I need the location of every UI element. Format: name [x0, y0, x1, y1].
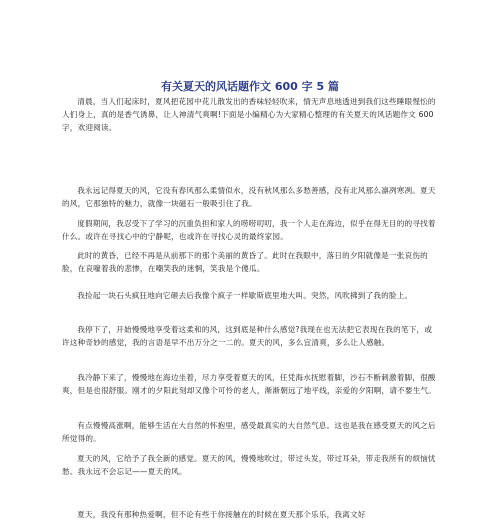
body-paragraph: 我永远记得夏天的风，它没有春风那么柔情似水，没有秋风那么多愁善感，没有北风那么凛冽寒冽。夏天的风，它那独特的魅力，就像一块磁石一般吸引住了我。 — [62, 186, 436, 208]
body-paragraph: 我停下了，开始慢慢地享受着这柔和的风，这到底是种什么感觉?我现在也无法把它表现在我的笔下，或许这种奇妙的感觉，我的言语是早不出万分之一二的。夏天的风，多么宜清爽，多么让人感触。 — [62, 325, 433, 347]
body-paragraph: 度假期间，我忍受下了学习的沉重负担和家人的唠唠叨叨，我一个人走在海边，似乎在得无目的的寻找着什么。或许在寻找心中的宁静呢，也或许在寻找心灵的最终家园。 — [62, 219, 436, 241]
document-title: 有关夏天的风话题作文 600 字 5 篇 — [161, 80, 339, 93]
body-paragraph: 有点慢慢高涨啊，能够生活在大自然的怀抱里，感受最真实的大自然气息。这也是我在感受夏天的风之后所觉得的。 — [62, 421, 436, 443]
intro-paragraph: 清晨，当人们起床时，夏风把花园中花儿散发出的香味轻轻吹来，情无声息地透进到我们这些睡眼惺忪的人们身上，真的是香气诱鼻，让人神清气爽啊!下面是小编精心为大家精心整理的有关夏天的风话题作文 600 字，欢迎阅读。 — [62, 97, 436, 132]
body-paragraph: 我捡起一块石头疯狂地向它砸去后我像个疯子一样歇斯底里地大叫。突然，风吹拂到了我的脸上。 — [77, 291, 413, 300]
body-paragraph: 夏天，我没有那种热爱啊，但不论有些于你接触在的时候在夏天那个乐乐，我离文好 — [77, 510, 366, 519]
body-paragraph: 此时的黄昏，已经不再是从前那下的那个美丽的黄昏了。此时在我眼中，落日的夕阳就像是一张哀伤的脸，在哀嚎着我的悲惨，在嘲笑我的迷惘，笑我是个傻瓜。 — [62, 251, 428, 273]
body-paragraph: 夏天的风，它给予了我全新的感觉。夏天的风，慢慢地吹过，带过头发，带过耳朵，带走我所有的烦恼忧愁。我永远不会忘记——夏天的风。 — [62, 454, 436, 476]
body-paragraph: 我冷静下来了，慢慢地在海边坐着，尽力享受着夏天的风，任凭海水抚慰着脚，沙石不断刺激着脚，很酸爽，但是也很舒服。刚才的夕阳此刻却又像个可怜的老人，渐渐朝远了地平线，亲爱的夕阳啊，请不要生气。 — [62, 373, 437, 395]
